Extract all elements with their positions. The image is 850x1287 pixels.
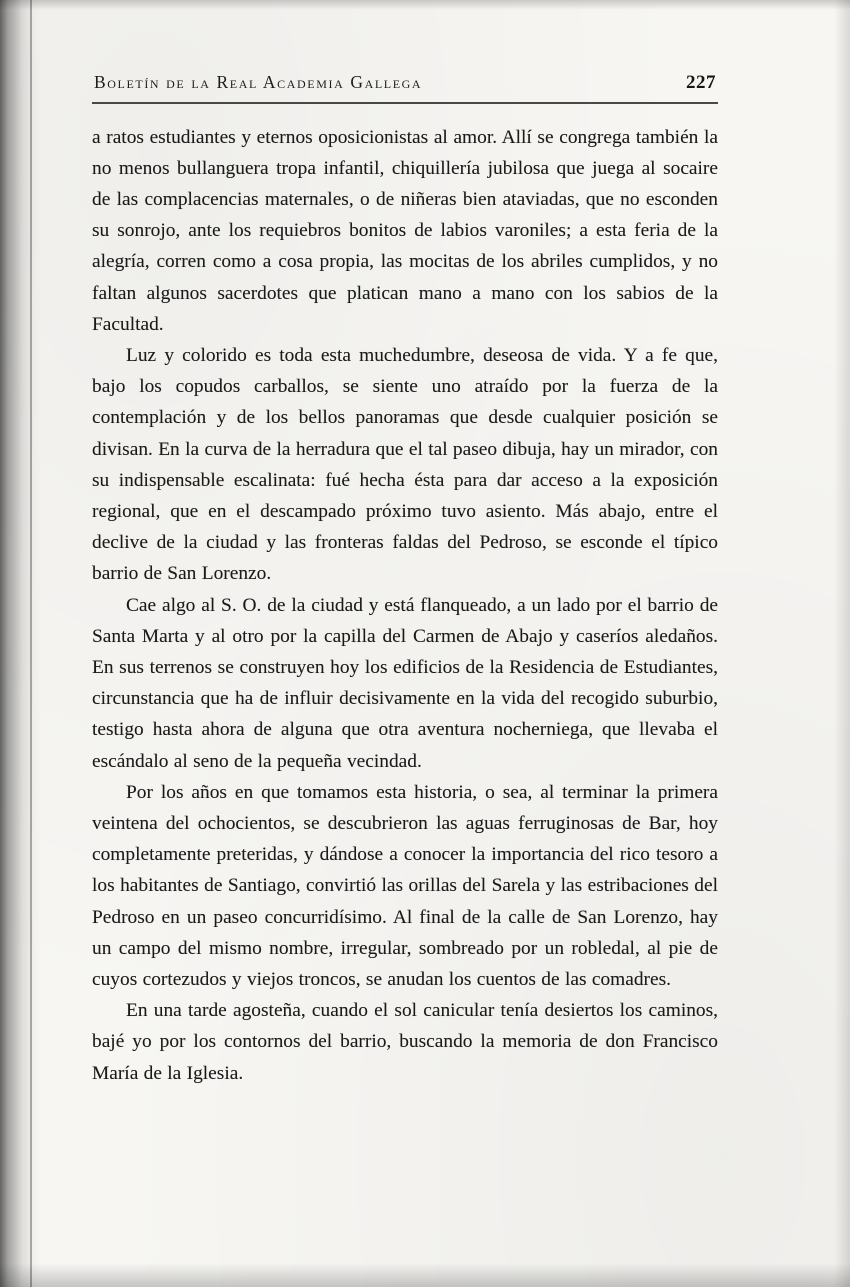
- paragraph: Cae algo al S. O. de la ciudad y está flanqueado, a un lado por el barrio de Santa Marta y al otro por la capilla del Carmen de Abajo y caseríos aledaños. En sus terrenos se construyen hoy los edificios de la Residencia de Estudiantes, circunstancia que ha de influir decisivamente en la vida del recogido suburbio, testigo hasta ahora de alguna que otra aventura nocherniega, que llevaba el escándalo al seno de la pequeña vecindad.: [92, 594, 718, 772]
- body-text: [92, 122, 718, 1089]
- paragraph: En una tarde agosteña, cuando el sol canicular tenía desiertos los caminos, bajé yo por los contornos del barrio, buscando la memoria de don Francisco María de la Iglesia.: [92, 1000, 718, 1084]
- running-head: [92, 72, 718, 100]
- page-bottom-edge-shadow: [0, 1263, 850, 1287]
- running-head-title: Boletín de la Real Academia Gallega: [94, 72, 423, 92]
- page-content: [92, 72, 718, 1089]
- page-gutter-shadow: [0, 0, 34, 1287]
- header-rule: [92, 102, 718, 104]
- page-gutter-line: [30, 0, 32, 1287]
- paragraph: a ratos estudiantes y eternos oposicionistas al amor. Allí se congrega también la no menos bullanguera tropa infantil, chiquillería jubilosa que juega al socaire de las complacencias maternales, o de niñeras bien ataviadas, que no esconden su sonrojo, ante los requiebros bonitos de labios varoniles; a esta feria de la alegría, corren como a cosa propia, las mocitas de los abriles cumplidos, y no faltan algunos sacerdotes que platican mano a mano con los sabios de la Facultad.: [92, 126, 718, 335]
- page-top-edge-shadow: [0, 0, 850, 10]
- paragraph: Por los años en que tomamos esta historia, o sea, al terminar la primera veintena del ochocientos, se descubrieron las aguas ferruginosas de Bar, hoy completamente preteridas, y dándose a conocer la importancia del rico tesoro a los habitantes de Santiago, convirtió las orillas del Sarela y las estribaciones del Pedroso en un paseo concurridísimo. Al final de la calle de San Lorenzo, hay un campo del mismo nombre, irregular, sombreado por un robledal, al pie de cuyos cortezudos y viejos troncos, se anudan los cuentos de las comadres.: [92, 781, 718, 991]
- page-right-edge-shadow: [834, 0, 850, 1287]
- page-number: 227: [686, 72, 716, 93]
- paragraph: Luz y colorido es toda esta muchedumbre, deseosa de vida. Y a fe que, bajo los copudos carballos, se siente uno atraído por la fuerza de la contemplación y de los bellos panoramas que desde cualquier posición se divisan. En la curva de la herradura que el tal paseo dibuja, hay un mirador, con su indispensable escalinata: fué hecha ésta para dar acceso a la exposición regional, que en el descampado próximo tuvo asiento. Más abajo, entre el declive de la ciudad y las fronteras faldas del Pedroso, se esconde el típico barrio de San Lorenzo.: [92, 345, 718, 585]
